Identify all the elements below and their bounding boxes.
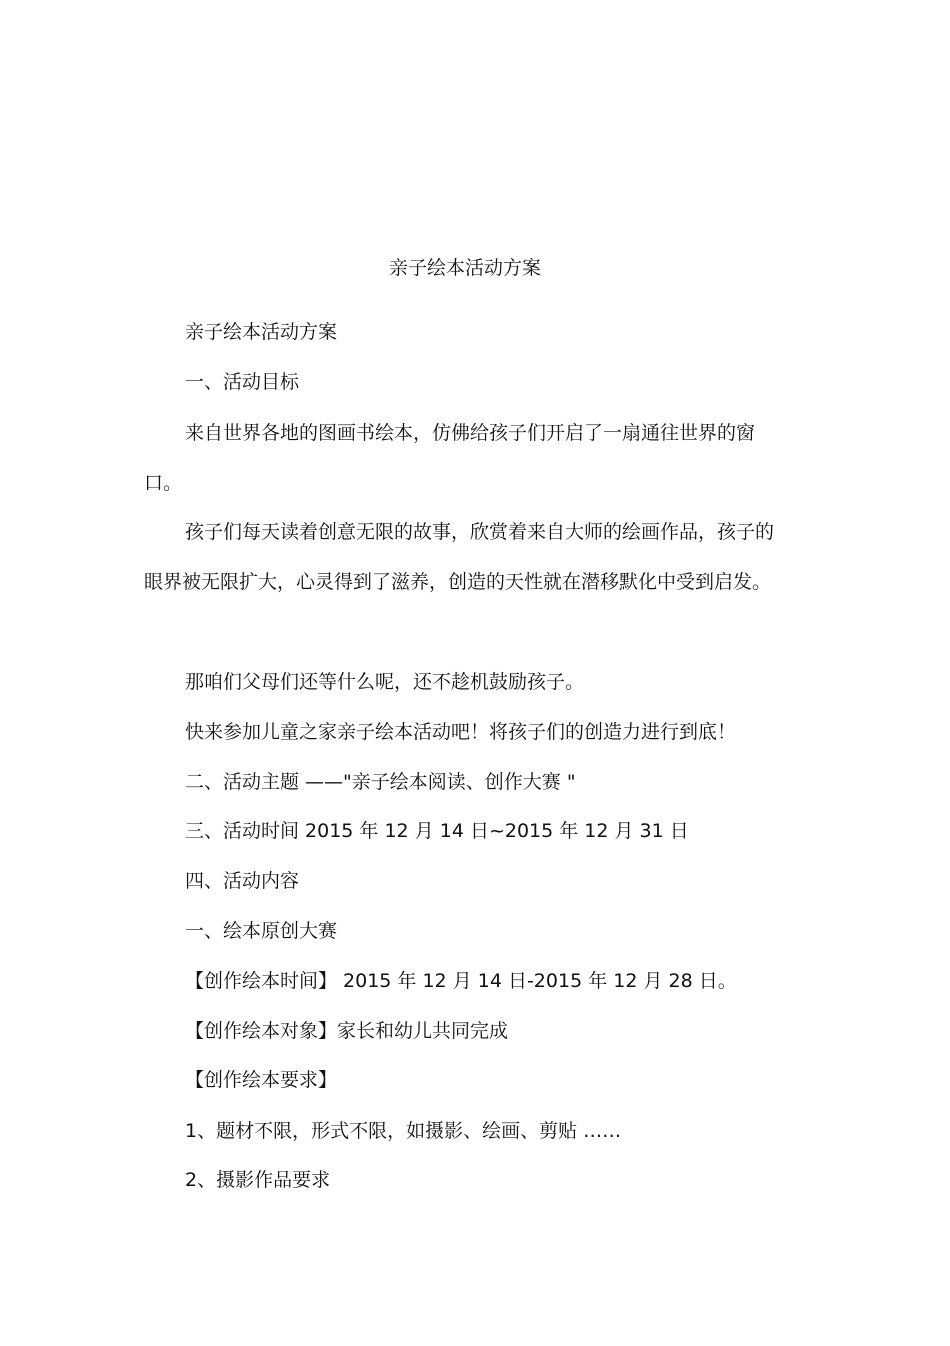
- paragraph-creation-time: 【创作绘本时间】 2015 年 12 月 14 日-2015 年 12 月 28 日。: [185, 970, 737, 992]
- paragraph-parents: 那咱们父母们还等什么呢，还不趁机鼓励孩子。: [185, 671, 585, 693]
- paragraph-creation-target: 【创作绘本对象】家长和幼儿共同完成: [185, 1020, 509, 1042]
- paragraph-contest: 一、绘本原创大赛: [185, 920, 338, 942]
- paragraph-intro: 来自世界各地的图画书绘本，仿佛给孩子们开启了一扇通往世界的窗口。: [144, 422, 756, 494]
- paragraph-requirement-2: 2、摄影作品要求: [185, 1169, 331, 1191]
- paragraph-section-theme: 二、活动主题 ——"亲子绘本阅读、创作大赛 ": [185, 771, 576, 793]
- paragraph-section-time: 三、活动时间 2015 年 12 月 14 日~2015 年 12 月 31 日: [185, 820, 689, 842]
- paragraph-invitation: 快来参加儿童之家亲子绘本活动吧！将孩子们的创造力进行到底！: [185, 721, 737, 743]
- paragraph-section-goal: 一、活动目标: [185, 371, 300, 393]
- paragraph-creation-requirements: 【创作绘本要求】: [185, 1069, 338, 1091]
- paragraph-children-reading: 孩子们每天读着创意无限的故事，欣赏着来自大师的绘画作品，孩子的眼界被无限扩大，心灵得到了滋养，创造的天性就在潜移默化中受到启发。: [144, 521, 775, 593]
- paragraph-subtitle: 亲子绘本活动方案: [185, 321, 338, 343]
- document-title: 亲子绘本活动方案: [388, 257, 541, 279]
- paragraph-requirement-1: 1、题材不限，形式不限，如摄影、绘画、剪贴 ……: [185, 1120, 622, 1142]
- paragraph-section-content: 四、活动内容: [185, 870, 300, 892]
